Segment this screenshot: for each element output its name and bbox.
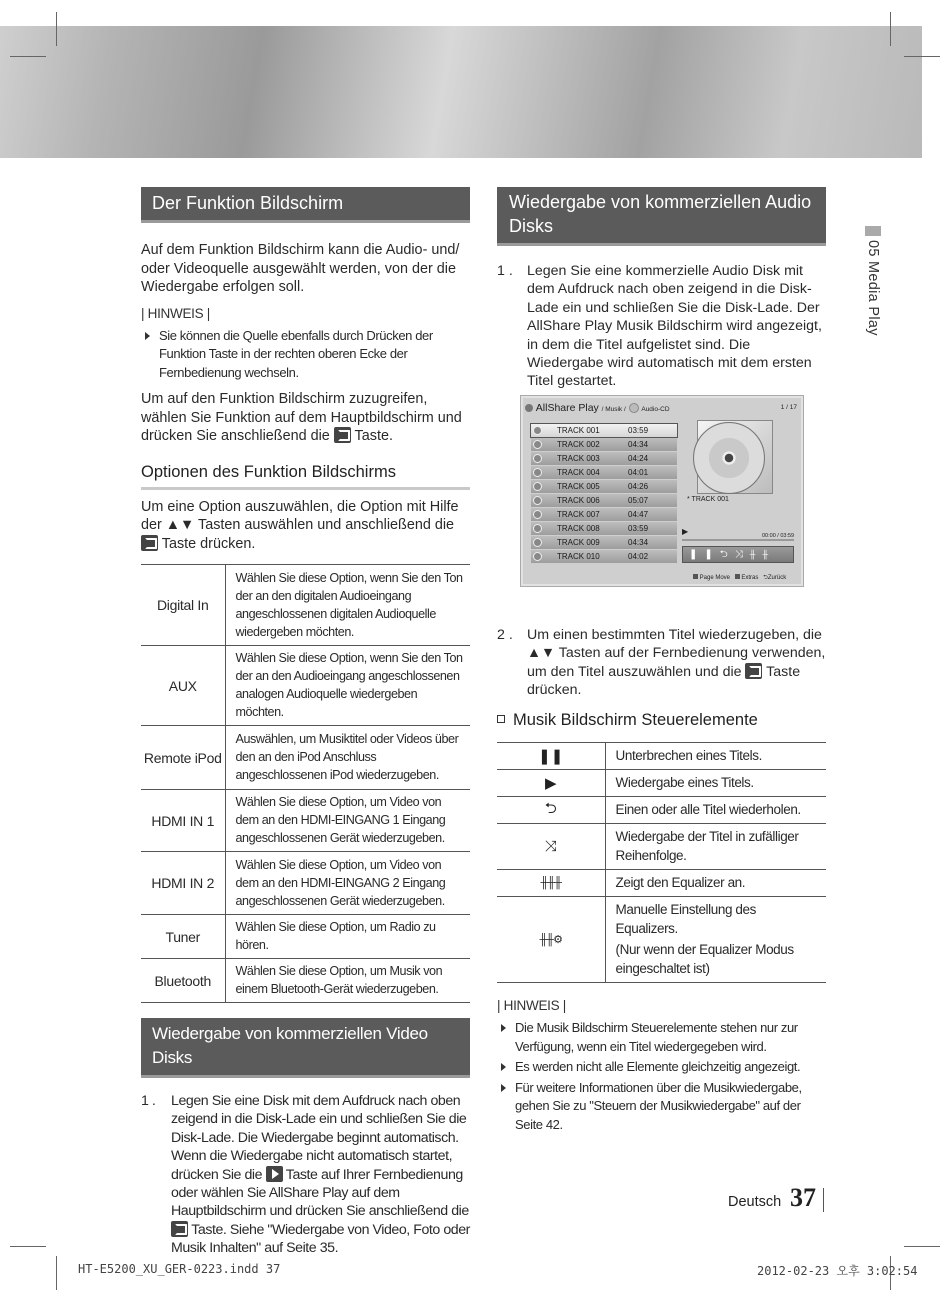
print-slug-file: HT-E5200_XU_GER-0223.indd 37 bbox=[78, 1262, 281, 1276]
track-row[interactable] bbox=[531, 550, 677, 563]
options-title: Optionen des Funktion Bildschirms bbox=[141, 463, 470, 490]
track-duration: 05:07 bbox=[628, 496, 649, 505]
track-row[interactable] bbox=[531, 466, 677, 479]
cd-icon bbox=[533, 426, 542, 435]
option-desc: Wählen Sie diese Option, wenn Sie den Ton der an den Audioeingang angeschlossenen analogen Audioquelle wiedergeben möchten. bbox=[235, 651, 463, 719]
player-controls-bar bbox=[682, 546, 794, 563]
options-intro-text: Um eine Option auszuwählen, die Option mit Hilfe der ▲▼ Tasten auswählen und anschließend die bbox=[141, 498, 459, 533]
table-row bbox=[497, 743, 826, 770]
control-desc-line2: (Nur wenn der Equalizer Modus eingeschaltet ist) bbox=[615, 942, 794, 977]
play-icon: ▶ bbox=[497, 770, 605, 797]
option-key: Remote iPod bbox=[141, 726, 225, 790]
cd-icon bbox=[533, 552, 542, 561]
footer-language: Deutsch bbox=[728, 1194, 782, 1210]
audio-step-2-end: Taste drücken. bbox=[527, 663, 801, 699]
track-duration: 04:02 bbox=[628, 552, 649, 561]
options-table bbox=[141, 564, 470, 1003]
option-desc: Wählen Sie diese Option, wenn Sie den Ton der an den digitalen Audioeingang angeschlossenen digitalen Audioquelle wiedergeben möchten. bbox=[235, 570, 463, 639]
track-duration: 04:34 bbox=[628, 538, 649, 547]
option-key: AUX bbox=[141, 646, 225, 726]
screenshot-title: AllShare Play bbox=[535, 402, 599, 414]
hint-extras: Extras bbox=[741, 575, 759, 581]
cd-icon bbox=[533, 496, 542, 505]
section-title-video: Wiedergabe von kommerziellen Video Disks bbox=[141, 1018, 470, 1078]
screenshot-path1: / Musik / bbox=[601, 406, 626, 413]
right-column bbox=[497, 187, 826, 1134]
crop-mark bbox=[904, 1246, 940, 1247]
access-text: Um auf den Funktion Bildschirm zuzugreifen, wählen Sie Funktion auf dem Hauptbildschirm und drücken Sie anschließend die bbox=[141, 391, 462, 444]
step-number: 1 . bbox=[497, 263, 513, 279]
control-desc-line1: Manuelle Einstellung des Equalizers. bbox=[615, 902, 756, 937]
cd-icon bbox=[629, 403, 639, 413]
enter-key-icon bbox=[141, 535, 158, 551]
track-row[interactable] bbox=[531, 424, 677, 437]
chapter-tab-label: 05 Media Play bbox=[865, 240, 881, 336]
options-intro-end: Taste drücken. bbox=[161, 535, 256, 552]
section-title-audio: Wiedergabe von kommerziellen Audio Disks bbox=[497, 187, 826, 246]
table-row bbox=[141, 646, 470, 726]
cd-icon bbox=[533, 468, 542, 477]
options-intro bbox=[141, 498, 470, 554]
tools-key-icon bbox=[735, 574, 740, 579]
crop-mark bbox=[56, 12, 57, 46]
audio-step-1-text: Legen Sie eine kommerzielle Audio Disk mit dem Aufdruck nach oben zeigend in die Disk-Lade ein und schließen Sie die Disk-Lade. Der AllShare Play Musik Bildschirm wird angezeigt, in dem die Titel aufgelistet sind. Die Wiedergabe wird automatisch mit dem ersten Titel gestartet. bbox=[527, 263, 822, 390]
cd-icon bbox=[533, 524, 542, 533]
step-number: 2 . bbox=[497, 626, 513, 643]
chapter-tab-marker bbox=[865, 226, 881, 236]
now-playing-label: * TRACK 001 bbox=[687, 496, 729, 503]
controls-title-text: Musik Bildschirm Steuerelemente bbox=[513, 711, 758, 730]
color-key-icon bbox=[693, 574, 698, 579]
enter-key-icon bbox=[334, 427, 351, 443]
track-name: TRACK 009 bbox=[557, 538, 600, 547]
note-bullet: Sie können die Quelle ebenfalls durch Drücken der Funktion Taste in der rechten oberen Ecke der Fernbedienung wechseln. bbox=[141, 327, 470, 383]
track-row[interactable] bbox=[531, 438, 677, 451]
track-duration: 04:01 bbox=[628, 468, 649, 477]
table-row bbox=[497, 770, 826, 797]
option-key: Tuner bbox=[141, 915, 225, 959]
table-row bbox=[141, 852, 470, 915]
controls-title bbox=[497, 711, 826, 730]
shuffle-icon: ⤨ bbox=[497, 824, 605, 870]
option-desc: Wählen Sie diese Option, um Radio zu hören. bbox=[235, 920, 436, 952]
hint-back: Zurück bbox=[767, 575, 787, 581]
cd-icon bbox=[533, 440, 542, 449]
table-row bbox=[141, 565, 470, 646]
cd-icon bbox=[533, 510, 542, 519]
funktion-access-text bbox=[141, 390, 470, 446]
track-name: TRACK 006 bbox=[557, 496, 600, 505]
track-row[interactable] bbox=[531, 522, 677, 535]
track-row[interactable] bbox=[531, 494, 677, 507]
track-name: TRACK 001 bbox=[557, 426, 600, 435]
crop-mark bbox=[56, 1256, 57, 1290]
control-desc: Zeigt den Equalizer an. bbox=[615, 875, 746, 891]
track-name: TRACK 002 bbox=[557, 440, 600, 449]
cd-icon bbox=[533, 482, 542, 491]
crop-mark bbox=[904, 56, 940, 57]
control-desc: Wiedergabe eines Titels. bbox=[615, 775, 754, 791]
table-row bbox=[141, 915, 470, 959]
screenshot-path2: Audio-CD bbox=[641, 406, 670, 413]
track-name: TRACK 003 bbox=[557, 454, 600, 463]
equalizer-icon[interactable]: ╫╫ bbox=[749, 550, 776, 559]
note-bullet: Die Musik Bildschirm Steuerelemente stehen nur zur Verfügung, wenn ein Titel wiedergegeben wird. bbox=[497, 1019, 826, 1056]
track-duration: 03:59 bbox=[628, 426, 649, 435]
option-desc: Wählen Sie diese Option, um Video von dem an den HDMI-EINGANG 1 Eingang angeschlossenen Gerät wiederzugeben. bbox=[235, 795, 446, 845]
print-slug-date: 2012-02-23 오후 3:02:54 bbox=[757, 1264, 918, 1278]
page-number: 37 bbox=[790, 1183, 816, 1212]
table-row bbox=[497, 870, 826, 897]
enter-key-icon bbox=[745, 663, 762, 679]
note-title: | HINWEIS | bbox=[141, 305, 210, 321]
play-key-icon bbox=[266, 1166, 283, 1182]
option-desc: Wählen Sie diese Option, um Musik von einem Bluetooth-Gerät wiederzugeben. bbox=[235, 964, 443, 996]
crop-mark bbox=[10, 1246, 46, 1247]
option-key: Digital In bbox=[141, 565, 225, 646]
screenshot-hints bbox=[693, 573, 786, 583]
control-desc: Unterbrechen eines Titels. bbox=[615, 748, 762, 764]
control-desc bbox=[605, 897, 826, 983]
header-band bbox=[0, 26, 922, 158]
shuffle-icon[interactable]: ⤨ bbox=[734, 549, 750, 560]
option-key: HDMI IN 2 bbox=[141, 852, 225, 915]
track-row[interactable] bbox=[531, 452, 677, 465]
note-bullet: Für weitere Informationen über die Musikwiedergabe, gehen Sie zu "Steuern der Musikwiedergabe" auf der Seite 42. bbox=[497, 1079, 826, 1135]
track-name: TRACK 004 bbox=[557, 468, 600, 477]
access-text-end: Taste. bbox=[354, 428, 393, 444]
video-step-1 bbox=[141, 1092, 470, 1258]
track-duration: 04:26 bbox=[628, 482, 649, 491]
cd-icon bbox=[533, 538, 542, 547]
track-duration: 04:34 bbox=[628, 440, 649, 449]
track-duration: 04:24 bbox=[628, 454, 649, 463]
track-name: TRACK 005 bbox=[557, 482, 600, 491]
left-column bbox=[141, 187, 470, 1258]
footer-divider bbox=[823, 1188, 824, 1212]
note-title: | HINWEIS | bbox=[497, 998, 566, 1014]
play-indicator-icon: ▶ bbox=[682, 527, 689, 536]
track-name: TRACK 008 bbox=[557, 524, 600, 533]
audio-step-1 bbox=[497, 262, 826, 391]
note-bullet: Es werden nicht alle Elemente gleichzeitig angezeigt. bbox=[497, 1058, 826, 1077]
allshare-play-screenshot bbox=[520, 395, 804, 587]
repeat-icon[interactable]: ⮌ bbox=[719, 549, 735, 560]
video-text-a: Legen Sie eine Disk mit dem Aufdruck nach oben zeigend in die Disk-Lade ein und schließen Sie die Disk-Lade. Die Wiedergabe beginnt automatisch. Wenn die Wiedergabe nicht automatisch startet, drücken Sie die bbox=[171, 1093, 467, 1183]
hint-page-move: Page Move bbox=[699, 575, 731, 581]
progress-bar bbox=[682, 539, 794, 541]
time-readout: 00:00 / 03:59 bbox=[762, 533, 795, 539]
enter-key-icon bbox=[171, 1221, 188, 1237]
video-text-b: Taste auf Ihrer Fernbedienung oder wählen Sie AllShare Play auf dem Hauptbildschirm und drücken Sie anschließend die bbox=[171, 1166, 469, 1220]
checkbox-bullet-icon bbox=[497, 715, 505, 723]
audio-step-2-text: Um einen bestimmten Titel wiederzugeben, die ▲▼ Tasten auf der Fernbedienung verwenden, um den Titel auszuwählen und die bbox=[527, 626, 826, 680]
video-text-c: Taste. Siehe "Wiedergabe von Video, Foto oder Musik Inhalten" auf Seite 35. bbox=[171, 1221, 470, 1257]
step-number: 1 . bbox=[141, 1093, 156, 1109]
table-row bbox=[141, 790, 470, 852]
track-duration: 03:59 bbox=[628, 524, 649, 533]
table-row bbox=[497, 897, 826, 983]
option-desc: Auswählen, um Musiktitel oder Videos über den an den iPod Anschluss angeschlossenen iPod wiederzugeben. bbox=[235, 732, 459, 782]
option-key: Bluetooth bbox=[141, 959, 225, 1003]
funktion-intro: Auf dem Funktion Bildschirm kann die Audio- und/ oder Videoquelle ausgewählt werden, von der die Wiedergabe erfolgen soll. bbox=[141, 242, 460, 295]
crop-mark bbox=[10, 56, 46, 57]
cd-disc-image bbox=[693, 422, 765, 494]
control-desc: Wiedergabe der Titel in zufälliger Reihenfolge. bbox=[615, 829, 799, 864]
pause-icon: ❚❚ bbox=[497, 743, 605, 770]
screenshot-count: 1 / 17 bbox=[780, 404, 797, 411]
return-icon: ⮌ bbox=[763, 575, 768, 581]
equalizer-settings-icon: ╫╫⚙ bbox=[497, 897, 605, 983]
crop-mark bbox=[890, 12, 891, 46]
track-row[interactable] bbox=[531, 480, 677, 493]
screenshot-titlebar bbox=[525, 402, 799, 418]
repeat-icon: ⮌ bbox=[497, 797, 605, 824]
control-desc: Einen oder alle Titel wiederholen. bbox=[615, 802, 801, 818]
section-title-funktion: Der Funktion Bildschirm bbox=[141, 187, 470, 223]
table-row bbox=[141, 959, 470, 1003]
table-row bbox=[141, 726, 470, 790]
track-name: TRACK 010 bbox=[557, 552, 600, 561]
pause-icon[interactable]: ❚❚ bbox=[689, 549, 720, 560]
controls-table bbox=[497, 742, 826, 983]
track-row[interactable] bbox=[531, 536, 677, 549]
table-row bbox=[497, 797, 826, 824]
cd-icon bbox=[533, 454, 542, 463]
track-duration: 04:47 bbox=[628, 510, 649, 519]
track-row[interactable] bbox=[531, 508, 677, 521]
allshare-logo-icon bbox=[525, 404, 533, 412]
table-row bbox=[497, 824, 826, 870]
option-desc: Wählen Sie diese Option, um Video von dem an den HDMI-EINGANG 2 Eingang angeschlossenen Gerät wiederzugeben. bbox=[235, 857, 446, 908]
track-name: TRACK 007 bbox=[557, 510, 600, 519]
option-key: HDMI IN 1 bbox=[141, 790, 225, 852]
equalizer-icon: ╫╫╫ bbox=[497, 870, 605, 897]
audio-step-2 bbox=[497, 626, 826, 700]
